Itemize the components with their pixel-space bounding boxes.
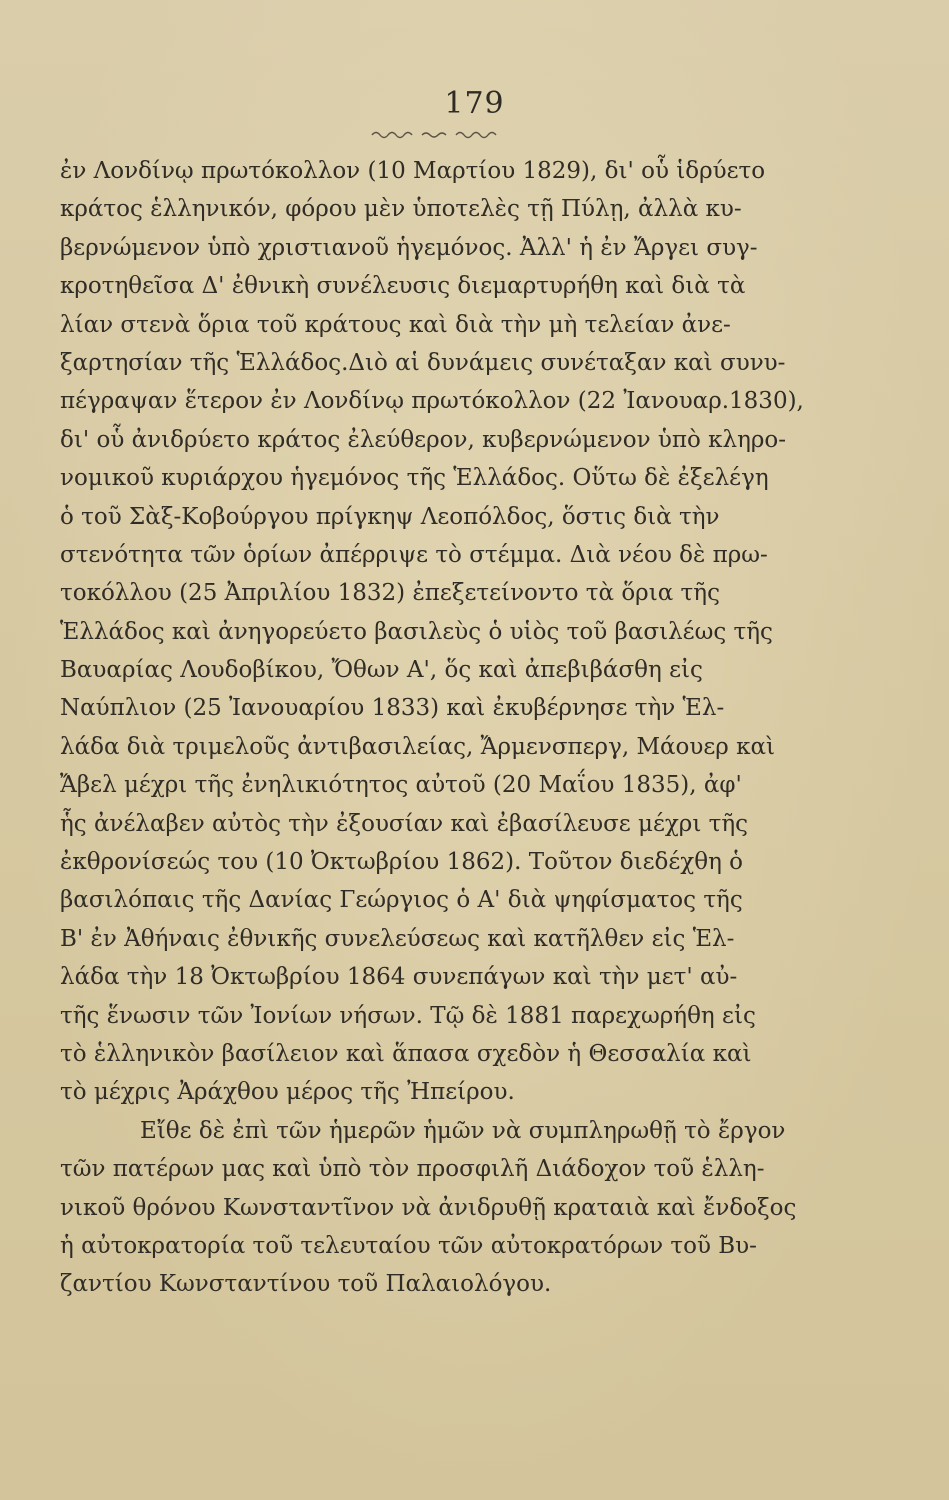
- text-line: ὁ τοῦ Σὰξ-Κοβούργου πρίγκηψ Λεοπόλδος, ὅστις διὰ τὴν: [60, 503, 720, 530]
- text-line: ἐκθρονίσεώς του (10 Ὀκτωβρίου 1862). Τοῦτον διεδέχθη ὁ: [60, 849, 744, 876]
- text-line: λάδα διὰ τριμελοῦς ἀντιβασιλείας, Ἄρμενσπεργ, Μάουερ καὶ: [60, 733, 776, 760]
- text-line: τοκόλλου (25 Ἀπριλίου 1832) ἐπεξετείνοντο τὰ ὅρια τῆς: [60, 580, 720, 607]
- text-line: Βαυαρίας Λουδοβίκου, Ὄθων Α', ὅς καὶ ἀπεβιβάσθη εἰς: [60, 657, 703, 684]
- squiggle-ornament-icon: [370, 128, 500, 142]
- text-line: λίαν στενὰ ὅρια τοῦ κράτους καὶ διὰ τὴν μὴ τελείαν ἀνε-: [60, 311, 731, 338]
- text-line: τῶν πατέρων μας καὶ ὑπὸ τὸν προσφιλῆ Διάδοχον τοῦ ἑλλη-: [60, 1156, 765, 1183]
- text-line: πέγραψαν ἕτερον ἐν Λονδίνῳ πρωτόκολλον (22 Ἰανουαρ.1830),: [60, 388, 804, 415]
- text-line: ἡ αὐτοκρατορία τοῦ τελευταίου τῶν αὐτοκρατόρων τοῦ Βυ-: [60, 1232, 757, 1259]
- text-line: Ἄβελ μέχρι τῆς ἐνηλικιότητος αὐτοῦ (20 Μαΐου 1835), ἀφ': [60, 772, 742, 799]
- text-line: λάδα τὴν 18 Ὀκτωβρίου 1864 συνεπάγων καὶ τὴν μετ' αὐ-: [60, 964, 738, 991]
- text-line: νικοῦ θρόνου Κωνσταντῖνον νὰ ἀνιδρυθῇ κραταιὰ καὶ ἔνδοξος: [60, 1194, 797, 1221]
- text-line: ζαντίου Κωνσταντίνου τοῦ Παλαιολόγου.: [60, 1271, 552, 1298]
- text-line: τὸ ἑλληνικὸν βασίλειον καὶ ἅπασα σχεδὸν ἡ Θεσσαλία καὶ: [60, 1040, 752, 1067]
- text-line: στενότητα τῶν ὁρίων ἀπέρριψε τὸ στέμμα. Διὰ νέου δὲ πρω-: [60, 541, 768, 568]
- text-line: τῆς ἕνωσιν τῶν Ἰονίων νήσων. Τῷ δὲ 1881 παρεχωρήθη εἰς: [60, 1002, 756, 1029]
- text-line: βασιλόπαις τῆς Δανίας Γεώργιος ὁ Α' διὰ ψηφίσματος τῆς: [60, 887, 743, 914]
- text-line: ἧς ἀνέλαβεν αὐτὸς τὴν ἐξουσίαν καὶ ἐβασίλευσε μέχρι τῆς: [60, 810, 749, 837]
- text-line: ξαρτησίαν τῆς Ἑλλάδος.Διὸ αἱ δυνάμεις συνέταξαν καὶ συνυ-: [60, 349, 786, 376]
- text-line: κράτος ἑλληνικόν, φόρου μὲν ὑποτελὲς τῇ Πύλῃ, ἀλλὰ κυ-: [60, 196, 742, 223]
- text-line: βερνώμενον ὑπὸ χριστιανοῦ ἡγεμόνος. Ἀλλ' ἡ ἐν Ἄργει συγ-: [60, 234, 758, 261]
- page-number: 179: [444, 86, 505, 121]
- text-line: δι' οὗ ἀνιδρύετο κράτος ἐλεύθερον, κυβερνώμενον ὑπὸ κληρο-: [60, 426, 787, 453]
- text-line: νομικοῦ κυριάρχου ἡγεμόνος τῆς Ἑλλάδος. Οὕτω δὲ ἐξελέγη: [60, 465, 769, 492]
- text-line: ἐν Λονδίνῳ πρωτόκολλον (10 Μαρτίου 1829), δι' οὗ ἱδρύετο: [60, 158, 766, 184]
- text-line: Εἴθε δὲ ἐπὶ τῶν ἡμερῶν ἡμῶν νὰ συμπληρωθῇ τὸ ἔργον: [140, 1117, 786, 1144]
- text-line: Ναύπλιον (25 Ἰανουαρίου 1833) καὶ ἐκυβέρνησε τὴν Ἑλ-: [60, 695, 725, 722]
- text-line: Β' ἐν Ἀθήναις ἐθνικῆς συνελεύσεως καὶ κατῆλθεν εἰς Ἑλ-: [60, 925, 735, 952]
- text-line: Ἑλλάδος καὶ ἀνηγορεύετο βασιλεὺς ὁ υἱὸς τοῦ βασιλέως τῆς: [60, 618, 773, 645]
- text-line: τὸ μέχρις Ἀράχθου μέρος τῆς Ἠπείρου.: [60, 1079, 515, 1106]
- body-text: [60, 152, 820, 1304]
- text-line: κροτηθεῖσα Δ' ἐθνικὴ συνέλευσις διεμαρτυρήθη καὶ διὰ τὰ: [60, 273, 746, 300]
